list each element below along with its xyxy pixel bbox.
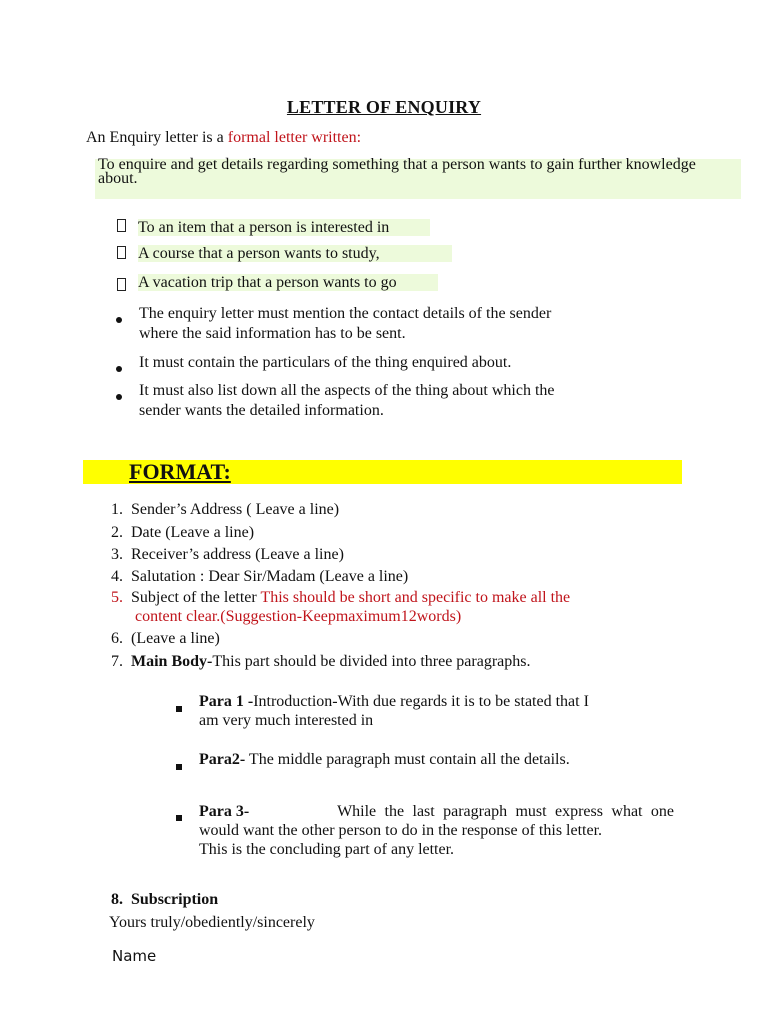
format-item-1 xyxy=(111,501,339,519)
para-2-line-1 xyxy=(199,751,570,769)
format-number: 2. xyxy=(111,524,123,541)
format-item-5 xyxy=(111,589,570,607)
purpose-item-1: To an item that a person is interested in xyxy=(138,219,430,236)
format-text: (Leave a line) xyxy=(131,630,220,647)
subscription-number: 8. xyxy=(111,891,123,908)
box-bullet-icon xyxy=(117,219,126,232)
subscription-name: Name xyxy=(112,947,157,965)
subscription-closing: Yours truly/obediently/sincerely xyxy=(109,914,315,931)
para-text: The middle paragraph must contain all the details. xyxy=(245,751,570,768)
para-1-line-2: am very much interested in xyxy=(199,712,374,729)
para-label: Para 3- xyxy=(199,803,250,820)
intro-prefix: An Enquiry letter is a xyxy=(86,129,228,146)
subscription-heading xyxy=(111,891,218,909)
format-bold: Main Body- xyxy=(131,653,213,670)
para-label: Para2- xyxy=(199,751,246,768)
format-text: This part should be divided into three paragraphs. xyxy=(212,653,531,670)
purpose-item-3: A vacation trip that a person wants to go xyxy=(138,274,438,291)
format-note-line-2: content clear.(Suggestion-Keepmaximum12words) xyxy=(135,608,462,625)
purpose-text: To enquire and get details regarding something that a person wants to gain further knowledge about. xyxy=(98,156,696,187)
intro-line xyxy=(86,129,361,147)
purpose-item xyxy=(117,219,126,237)
format-item-7 xyxy=(111,653,530,671)
square-bullet-icon xyxy=(176,706,182,712)
format-number: 3. xyxy=(111,546,123,563)
purpose-item xyxy=(117,278,126,296)
format-number: 4. xyxy=(111,568,123,585)
purpose-item-2: A course that a person wants to study, xyxy=(138,245,452,262)
box-bullet-icon xyxy=(117,278,126,291)
para-label: Para 1 - xyxy=(199,693,254,710)
intro-highlight: formal letter written: xyxy=(227,129,362,146)
format-text: Subject of the letter xyxy=(131,589,261,606)
bullet-icon xyxy=(116,366,122,372)
format-text: Sender’s Address ( Leave a line) xyxy=(131,501,340,518)
square-bullet-icon xyxy=(176,764,182,770)
para-text: Introduction-With due regards it is to be stated that I xyxy=(253,693,589,710)
format-text: Salutation : Dear Sir/Madam (Leave a line) xyxy=(131,568,409,585)
rule-1-line-2: where the said information has to be sent. xyxy=(139,325,406,342)
format-item-6 xyxy=(111,630,220,648)
format-note: This should be short and specific to make all the xyxy=(260,589,571,606)
para-text: While the last paragraph must express what one xyxy=(337,803,674,820)
format-text: Receiver’s address (Leave a line) xyxy=(131,546,344,563)
rule-1-line-1: The enquiry letter must mention the contact details of the sender xyxy=(139,305,552,322)
format-item-2 xyxy=(111,524,254,542)
format-item-3 xyxy=(111,546,344,564)
format-number: 5. xyxy=(111,589,123,606)
bullet-icon xyxy=(116,394,122,400)
format-item-4 xyxy=(111,568,408,586)
format-text: Date (Leave a line) xyxy=(131,524,255,541)
rule-3-line-2: sender wants the detailed information. xyxy=(139,402,384,419)
para-1-line-1 xyxy=(199,693,589,711)
format-number: 1. xyxy=(111,501,123,518)
format-number: 6. xyxy=(111,630,123,647)
subscription-label: Subscription xyxy=(131,891,219,908)
document-title: LETTER OF ENQUIRY xyxy=(286,97,482,117)
format-number: 7. xyxy=(111,653,123,670)
square-bullet-icon xyxy=(176,815,182,821)
para-3-line-2: would want the other person to do in the response of this letter. xyxy=(199,822,603,839)
rule-3-line-1: It must also list down all the aspects of the thing about which the xyxy=(139,382,555,399)
purpose-item xyxy=(117,246,126,264)
para-3-line-1 xyxy=(199,803,674,821)
para-3-line-3: This is the concluding part of any letter. xyxy=(199,841,455,858)
bullet-icon xyxy=(116,317,122,323)
rule-2-line-1: It must contain the particulars of the thing enquired about. xyxy=(139,354,512,371)
format-heading: FORMAT: xyxy=(129,459,231,484)
box-bullet-icon xyxy=(117,246,126,259)
